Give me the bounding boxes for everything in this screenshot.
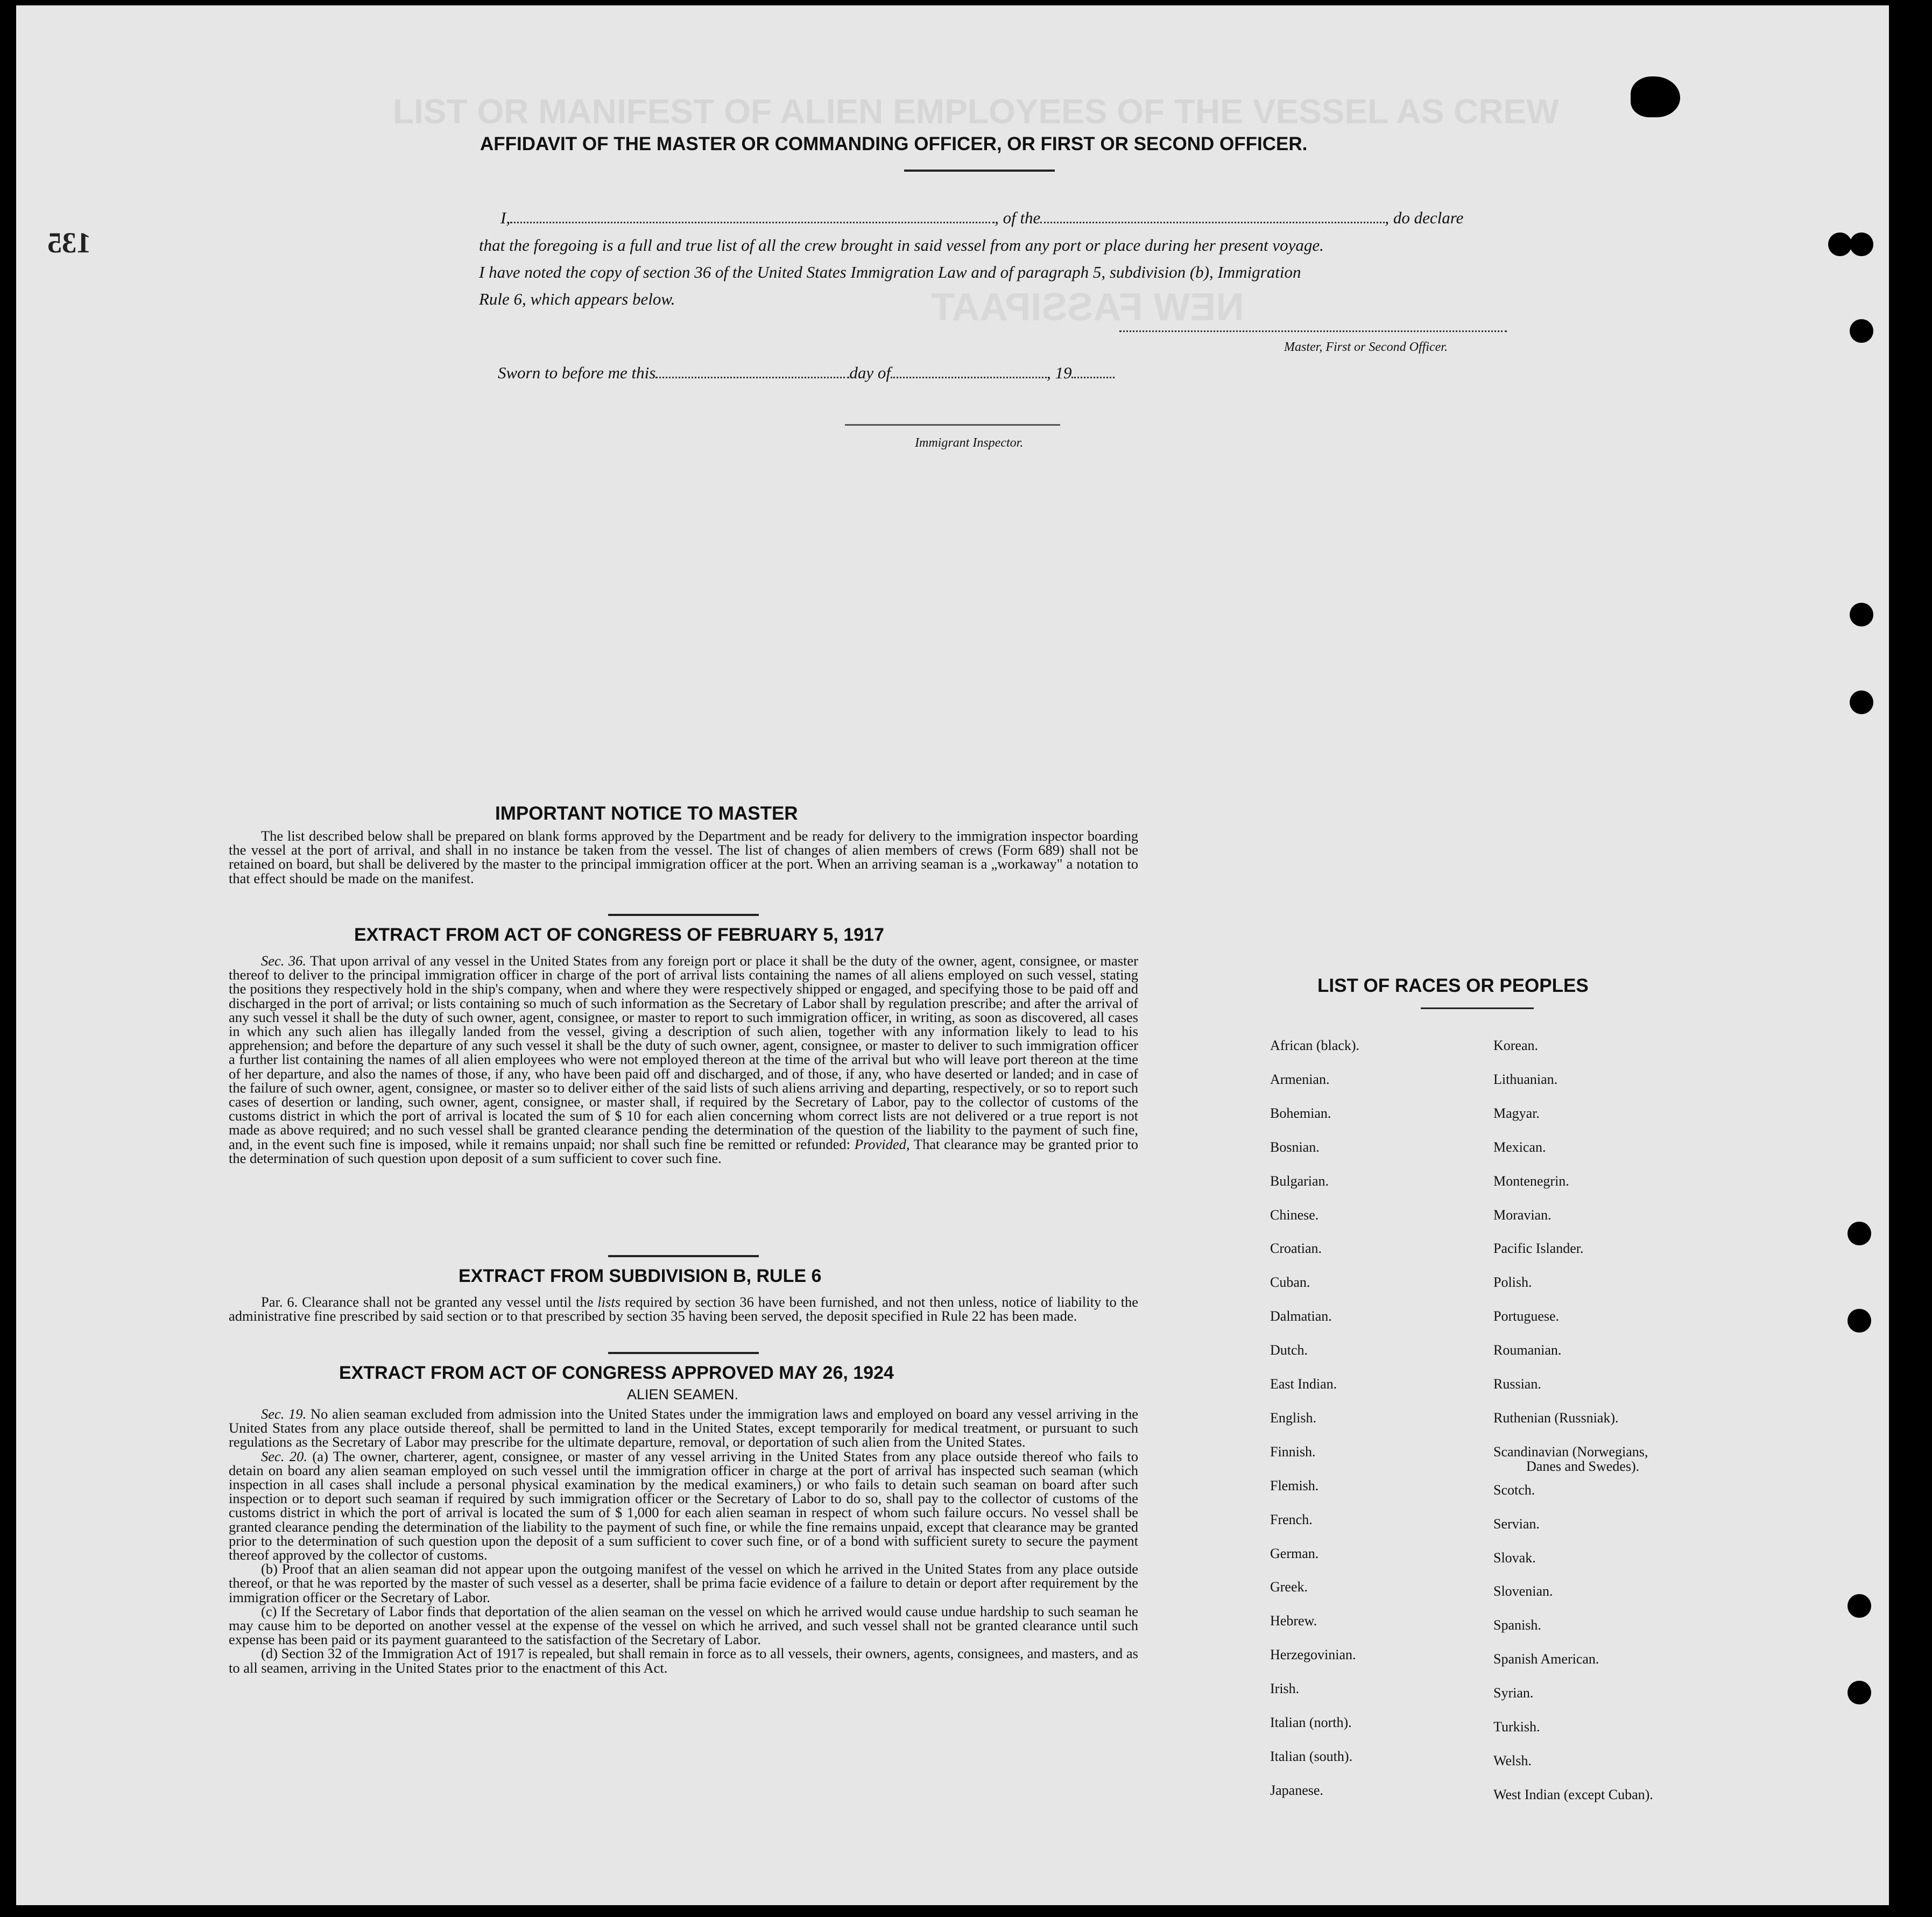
rule-6-paragraph [229, 1295, 1138, 1323]
race-item: Russian. [1493, 1376, 1541, 1392]
affidavit-of-the-label: , of the [995, 208, 1041, 227]
act-1924-paragraphs [229, 1407, 1138, 1675]
race-item: Bulgarian. [1270, 1173, 1329, 1189]
race-item: East Indian. [1270, 1376, 1337, 1392]
notice-title: IMPORTANT NOTICE TO MASTER [495, 803, 798, 824]
race-item: Montenegrin. [1493, 1173, 1569, 1189]
binder-hole [1850, 319, 1873, 343]
master-signature-line [1119, 330, 1507, 332]
race-item: Armenian. [1270, 1071, 1330, 1087]
sworn-prefix: Sworn to before me this [498, 363, 656, 382]
race-item: Spanish American. [1493, 1651, 1599, 1667]
bleed-through-title: LIST OR MANIFEST OF ALIEN EMPLOYEES OF THE VESSEL AS CREW [393, 92, 1559, 131]
race-item: Croatian. [1270, 1241, 1322, 1257]
binder-hole [1850, 690, 1873, 714]
race-item: Spanish. [1493, 1617, 1541, 1633]
divider [608, 1352, 759, 1354]
section-19-text: No alien seaman excluded from admission into the United States under the immigration laws and employed on board any vessel arriving in the United States from any place outside thereof, shall be permitted to land in the United States, except temporarily for medical treatment, or pursuant to such regulations as the Secretary of Labor may prescribe for the ultimate departure, removal, or deportation of such alien from the United States. [229, 1406, 1138, 1450]
race-item: Lithuanian. [1493, 1071, 1558, 1087]
affidavit-title: AFFIDAVIT OF THE MASTER OR COMMANDING OFFICER, OR FIRST OR SECOND OFFICER. [480, 133, 1308, 154]
race-item: Dutch. [1270, 1342, 1308, 1358]
race-item: African (black). [1270, 1038, 1360, 1053]
inspector-label: Immigrant Inspector. [915, 436, 1024, 450]
section-20c-text: (c) If the Secretary of Labor finds that deportation of the alien seaman on the vessel on which he arrived would cause undue hardship to such seaman he may cause him to be deported on another vessel at the expense of the vessel on which he arrived, and such vessel shall not be granted clearance until such expense has been paid or its payment guaranteed to the satisfaction of the Secretary of Labor. [229, 1603, 1138, 1648]
race-item: West Indian (except Cuban). [1493, 1786, 1653, 1802]
race-item: Magyar. [1493, 1105, 1540, 1121]
race-item: Herzegovinian. [1270, 1647, 1356, 1663]
rule-6-title: EXTRACT FROM SUBDIVISION B, RULE 6 [459, 1266, 822, 1286]
affidavit-line-1 [500, 208, 1463, 228]
race-item: Chinese. [1270, 1207, 1319, 1223]
race-item: Servian. [1493, 1516, 1540, 1532]
section-36-paragraph [229, 954, 1138, 1165]
affidavit-line-3: I have noted the copy of section 36 of the United States Immigration Law and of paragraph 5, subdivision (b), Immigration [479, 263, 1301, 281]
margin-page-number: 135 [47, 227, 91, 259]
notice-text: The list described below shall be prepared on blank forms approved by the Department and be ready for delivery to the immigration inspector boarding the vessel at the port of arrival, and shall in no instance be taken from the vessel. The list of changes of alien members of crews (Form 689) shall not be retained on board, but shall be delivered by the master to the principal immigration officer at the port. When an arriving seaman is a „workaway" a notation to that effect should be made on the manifest. [229, 828, 1138, 886]
binder-hole [1848, 1681, 1871, 1704]
affidavit-line-4: Rule 6, which appears below. [479, 290, 675, 308]
affidavit-i-label: I, [500, 208, 511, 227]
race-item: Bosnian. [1270, 1139, 1320, 1155]
race-item: Pacific Islander. [1493, 1241, 1584, 1257]
section-20b-text: (b) Proof that an alien seaman did not appear upon the outgoing manifest of the vessel on which he arrived in the United States from any place outside thereof, or that he was reported by the master of such vessel as a deserter, shall be prima facie evidence of a failure to detain or deport after requirement by the immigration officer or the Secretary of Labor. [229, 1561, 1138, 1605]
race-item: Dalmatian. [1270, 1308, 1332, 1324]
section-19-label: Sec. 19. [261, 1406, 307, 1422]
divider [1421, 1007, 1534, 1009]
binder-hole [1848, 1309, 1871, 1333]
vessel-blank [1040, 222, 1385, 223]
section-36-text-end: That clearance may be granted prior to the determination of such question upon deposit of a sum sufficient to cover such fine. [229, 1136, 1138, 1166]
race-item: Hebrew. [1270, 1613, 1317, 1629]
sworn-day-label: day of [849, 363, 891, 382]
divider [608, 914, 759, 916]
race-item: Flemish. [1270, 1477, 1319, 1493]
race-item: Polish. [1493, 1274, 1532, 1291]
binder-hole [1848, 1222, 1871, 1245]
race-item: Scotch. [1493, 1482, 1535, 1498]
race-item: Greek. [1270, 1579, 1308, 1595]
race-item: Slovak. [1493, 1549, 1536, 1566]
sworn-line [498, 363, 1115, 383]
sworn-year-label: , 19 [1046, 363, 1072, 382]
binder-hole [1848, 1594, 1871, 1618]
section-20-label: Sec. 20. [261, 1448, 307, 1464]
race-item: Cuban. [1270, 1274, 1310, 1291]
race-item: French. [1270, 1511, 1313, 1527]
binder-hole [1850, 603, 1873, 626]
races-title: LIST OF RACES OR PEOPLES [1317, 975, 1589, 996]
race-item: Japanese. [1270, 1782, 1323, 1798]
document-page [16, 5, 1889, 1905]
act-1924-title: EXTRACT FROM ACT OF CONGRESS APPROVED MAY 26, 1924 [339, 1363, 894, 1383]
race-item: Roumanian. [1493, 1342, 1562, 1358]
race-item: Korean. [1493, 1038, 1539, 1053]
race-item: Ruthenian (Russniak). [1493, 1409, 1619, 1426]
race-item: Turkish. [1493, 1719, 1540, 1735]
section-36-text: That upon arrival of any vessel in the United States from any foreign port or place it shall be the duty of the owner, agent, consignee, or master thereof to deliver to the principal immigration officer in charge of the port of arrival lists containing the names of all aliens employed on such vessel, stating the positions they respectively hold in the ship's company, when and where they were respectively shipped or engaged, and specifying those to be paid off and discharged in the port of arrival; or lists containing so much of such information as the Secretary of Labor shall by regulation prescribe; and after the arrival of any such vessel it shall be the duty of such owner, agent, consignee, or master to report to such immigration officer, in writing, as soon as discovered, all cases in which any such alien has illegally landed from the vessel, giving a description of such alien, together with any information likely to lead to his apprehension; and before the departure of any such vessel it shall be the duty of such owner, agent, consignee, or master to deliver to such immigration officer a further list containing the names of all alien employees who were not employed thereon at the time of the arrival but who will leave port thereon at the time of her departure, and also the names of those, if any, who have been paid off and discharged, and of those, if any, who have deserted or landed; and in case of the failure of such owner, agent, consignee, or master so to deliver either of the said lists of such aliens arriving and departing, respectively, or so to report such cases of desertion or landing, such owner, agent, consignee, or master shall, if required by the Secretary of Labor, pay to the collector of customs of the customs district in which the port of arrival is located the sum of $ 10 for each alien concerning whom correct lists are not delivered or a true report is not made as above required; and no such vessel shall be granted clearance pending the determination of the question of the liability to the payment of such fine, and, in the event such fine is imposed, while it remains unpaid; nor shall such fine be remitted or refunded: [229, 953, 1138, 1152]
bleed-through-ship-name: NEW FASSIPAAT [931, 286, 1244, 329]
race-item: Irish. [1270, 1681, 1300, 1697]
inspector-signature-line [845, 424, 1060, 426]
race-item: Mexican. [1493, 1139, 1546, 1155]
divider [904, 170, 1055, 172]
race-item: Scandinavian (Norwegians, [1493, 1443, 1648, 1460]
act-1917-title: EXTRACT FROM ACT OF CONGRESS OF FEBRUARY 5, 1917 [354, 925, 884, 945]
rule-6-text-a: Par. 6. Clearance shall not be granted any vessel until the [261, 1294, 594, 1310]
race-item: Slovenian. [1493, 1583, 1553, 1599]
race-item: German. [1270, 1545, 1319, 1561]
year-blank [1071, 377, 1115, 378]
act-1924-subtitle: ALIEN SEAMEN. [627, 1386, 739, 1402]
binder-hole [1828, 232, 1852, 256]
race-item: Welsh. [1493, 1752, 1532, 1768]
race-item: English. [1270, 1409, 1316, 1426]
race-item: Italian (south). [1270, 1748, 1353, 1764]
rule-6-text-b: required by section 36 have been furnished, and not then unless, notice of liability to the administrative fine prescribed by said section or to that prescribed by section 35 having been served, the deposit specified in Rule 22 has been made. [229, 1294, 1138, 1324]
provided-label: Provided, [854, 1136, 910, 1152]
notice-paragraph [229, 829, 1138, 885]
lists-label: lists [597, 1294, 621, 1310]
master-signature-label: Master, First or Second Officer. [1284, 340, 1448, 354]
name-blank [510, 222, 995, 223]
ink-blot [1631, 76, 1680, 117]
race-item: Moravian. [1493, 1207, 1552, 1223]
month-blank [891, 377, 1047, 378]
divider [608, 1255, 759, 1257]
section-20a-text: (a) The owner, charterer, agent, consignee, or master of any vessel arriving in the United States from any place outside thereof who fails to detain on board any alien seaman employed on such vessel until the immigration officer in charge at the port of arrival has inspected such seaman (which inspection in all cases shall include a personal physical examination by the medical examiners,) or who fails to detain such seaman on board after such inspection or to deport such seaman if required by such immigration officer or the Secretary of Labor to do so, shall pay to the collector of customs of the customs district in which the port of arrival is located the sum of $ 1,000 for each alien seaman in respect of whom such failure occurs. No vessel shall be granted clearance pending the determination of the liability to the payment of such fine, or while the fine remains unpaid, except that clearance may be granted prior to the determination of such question upon the deposit of a sum sufficient to cover such fine, or of a bond with sufficient surety to secure the payment thereof approved by the collector of customs. [229, 1448, 1138, 1563]
affidavit-declare-label: , do declare [1385, 208, 1464, 227]
section-20d-text: (d) Section 32 of the Immigration Act of 1917 is repealed, but shall remain in force as to all vessels, their owners, agents, consignees, and masters, and as to all seamen, arriving in the United States prior to the enactment of this Act. [229, 1645, 1138, 1676]
race-item: Syrian. [1493, 1685, 1534, 1701]
affidavit-line-2: that the foregoing is a full and true list of all the crew brought in said vessel from any port or place during her present voyage. [479, 236, 1324, 255]
race-item-extra: Danes and Swedes). [1526, 1458, 1640, 1474]
day-blank [655, 377, 849, 378]
binder-hole [1850, 232, 1873, 256]
race-item: Portuguese. [1493, 1308, 1560, 1324]
race-item: Italian (north). [1270, 1715, 1352, 1730]
section-36-label: Sec. 36. [261, 953, 307, 969]
race-item: Finnish. [1270, 1443, 1316, 1460]
race-item: Bohemian. [1270, 1105, 1331, 1121]
